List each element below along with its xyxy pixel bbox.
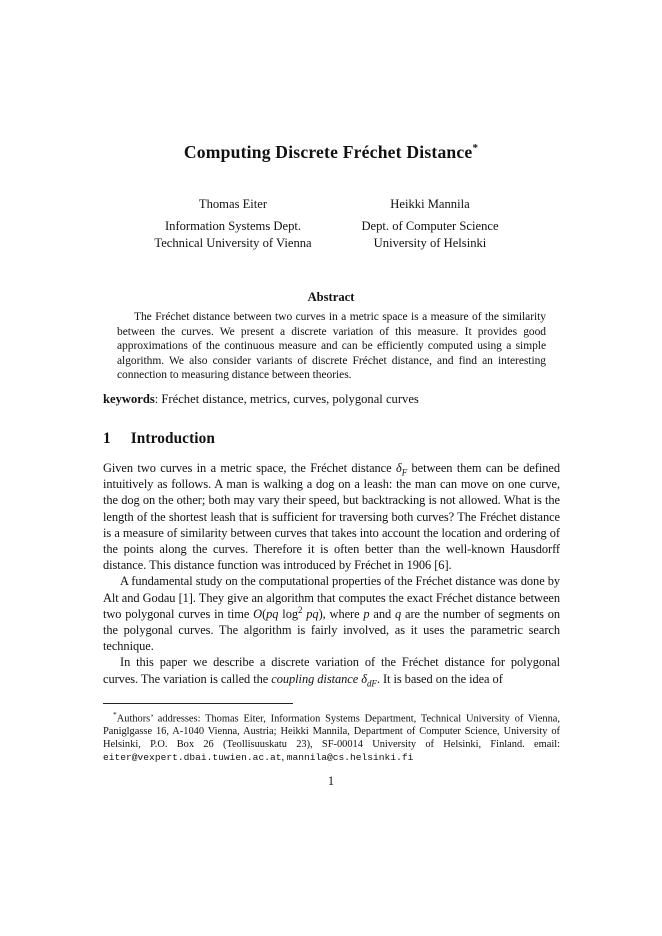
math-delta-symbol-2: δ bbox=[358, 671, 367, 686]
section-1-heading bbox=[103, 430, 215, 448]
paragraph-1-text-a: Given two curves in a metric space, the Fréchet distance bbox=[103, 461, 396, 475]
math-q-variable: q bbox=[395, 606, 402, 621]
coupling-distance-term: coupling distance bbox=[271, 671, 359, 686]
author-right-name: Heikki Mannila bbox=[390, 197, 470, 211]
math-pq-second: pq bbox=[302, 606, 319, 621]
math-delta-subscript-f: F bbox=[401, 467, 408, 478]
keywords-label: keywords bbox=[103, 392, 155, 406]
abstract-body: The Fréchet distance between two curves in a metric space is a measure of the similarity between the curves. We present a discrete variation of this measure. It provides good approximations of the continuous measure and can be efficiently computed using a simple algorithm. We also consider variants of discrete Fréchet distance, and find an interesting connection to measuring distance between theories. bbox=[117, 311, 546, 381]
paragraph-2 bbox=[103, 573, 560, 654]
paper-title bbox=[0, 142, 662, 163]
footnote-email-separator: , bbox=[281, 752, 287, 764]
paragraph-3-text-a: In this paper we describe a discrete variation of the Fréchet distance for polygonal curves. The variation is called the bbox=[103, 655, 560, 686]
title-footnote-marker: * bbox=[472, 142, 479, 155]
math-log: log bbox=[278, 606, 298, 621]
math-log-exponent: 2 bbox=[297, 604, 303, 615]
author-left-institution: Technical University of Vienna bbox=[154, 235, 312, 250]
paragraph-2-text-d: are the number of segments on the polygonal curves. The algorithm is fairly involved, as it uses the parametric search technique. bbox=[103, 606, 560, 654]
math-paren-open: ( bbox=[262, 606, 267, 621]
paragraph-3-text-b: . It is based on the idea of bbox=[376, 671, 503, 686]
author-right bbox=[332, 196, 529, 251]
footnote-marker: * bbox=[113, 710, 117, 719]
keywords-line bbox=[103, 392, 560, 407]
paper-title-text: Computing Discrete Fréchet Distance bbox=[183, 142, 473, 162]
footnote-email-mannila: mannila@cs.helsinki.fi bbox=[286, 752, 414, 764]
paragraph-2-text-a: A fundamental study on the computational properties of the Fréchet distance was done by Alt and Godau [1]. They give an algorithm that computes the exact Fréchet distance between two polygonal curves in time bbox=[103, 574, 560, 621]
introduction-body bbox=[103, 460, 560, 709]
paragraph-3 bbox=[103, 654, 560, 689]
footnote bbox=[103, 703, 560, 764]
paragraph-2-text-c: and bbox=[369, 606, 396, 621]
author-left-dept: Information Systems Dept. bbox=[164, 219, 302, 233]
section-number: 1 bbox=[103, 430, 111, 447]
footnote-addresses: Authors’ addresses: Thomas Eiter, Information Systems Department, Technical University of Vienna, Paniglgasse 16, A-1040 Vienna, Austria; Heikki Mannila, Department of Computer Science, University of Helsinki, P.O. Box 26 (Teollisuuskatu 23), SF-00014 University of Helsinki, Finland. email: bbox=[103, 713, 560, 751]
math-pq-first: pq bbox=[266, 606, 279, 621]
footnote-text bbox=[103, 708, 560, 764]
section-title: Introduction bbox=[130, 430, 215, 447]
author-right-dept: Dept. of Computer Science bbox=[361, 219, 499, 233]
abstract-heading: Abstract bbox=[307, 290, 355, 304]
paragraph-2-text-b: ), where bbox=[318, 606, 364, 621]
math-p-variable: p bbox=[363, 606, 370, 621]
author-block bbox=[103, 196, 560, 251]
math-delta-subscript-df: dF bbox=[366, 678, 377, 689]
footnote-rule bbox=[103, 703, 293, 704]
author-left bbox=[135, 196, 332, 251]
paragraph-1-text-b: between them can be defined intuitively as follows. A man is walking a dog on a leash: the man can move on one curve, the dog on the other; both may vary their speed, but backtracking is not allowed. What is the length of the shortest leash that is sufficient for traversing both curves? The Fréchet distance is a measure of similarity between curves that takes into account the location and ordering of the points along the curves. Therefore it is often better than the well-known Hausdorff distance. This distance function was introduced by Fréchet in 1906 [6]. bbox=[103, 461, 560, 573]
paragraph-1 bbox=[103, 460, 560, 573]
page-number: 1 bbox=[327, 774, 335, 788]
math-delta-symbol: δ bbox=[395, 461, 402, 475]
math-big-o: O bbox=[253, 606, 263, 621]
footnote-email-eiter: eiter@vexpert.dbai.tuwien.ac.at bbox=[103, 752, 282, 764]
author-right-institution: University of Helsinki bbox=[373, 235, 487, 250]
author-left-name: Thomas Eiter bbox=[198, 197, 268, 211]
keywords-list: : Fréchet distance, metrics, curves, polygonal curves bbox=[154, 392, 419, 406]
